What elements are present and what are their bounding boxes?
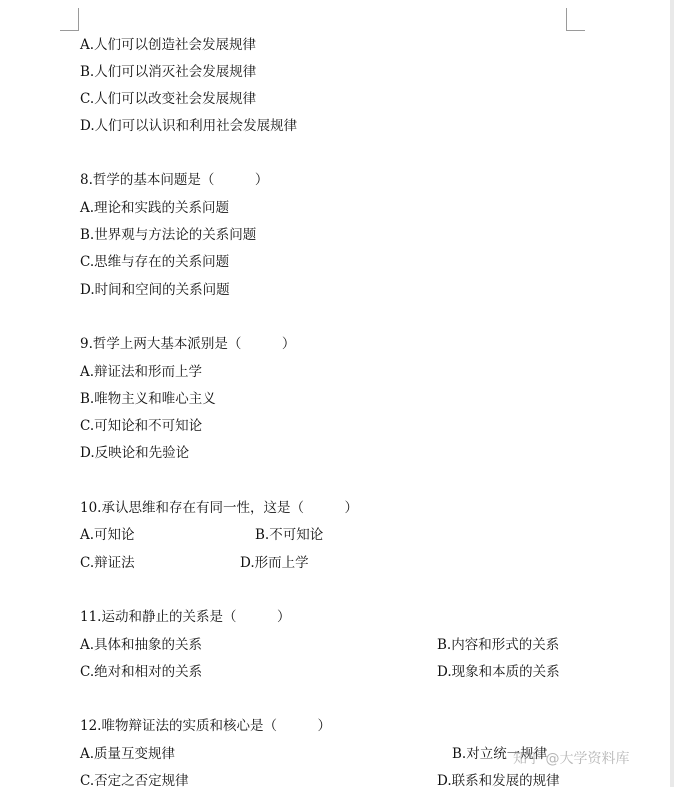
q12-option-c: C.否定之否定规律: [80, 773, 189, 789]
q12-question: 12.唯物辩证法的实质和核心是（ ）: [80, 718, 331, 734]
q11-question: 11.运动和静止的关系是（ ）: [80, 609, 291, 625]
q8-option-a: A.理论和实践的关系问题: [80, 200, 230, 216]
scrollbar-track[interactable]: [670, 0, 674, 787]
q10-option-a: A.可知论: [80, 527, 135, 543]
q10-option-c: C.辩证法: [80, 555, 135, 571]
q12-option-a: A.质量互变规律: [80, 746, 176, 762]
q12-option-d: D.联系和发展的规律: [437, 773, 560, 789]
q10-option-d: D.形而上学: [240, 555, 309, 571]
q11-option-b: B.内容和形式的关系: [437, 637, 560, 653]
margin-corner-mark-right: [566, 8, 585, 31]
q9-option-a: A.辩证法和形而上学: [80, 364, 203, 380]
q8-option-d: D.时间和空间的关系问题: [80, 282, 230, 298]
q9-option-d: D.反映论和先验论: [80, 445, 190, 461]
margin-corner-mark-left: [60, 8, 79, 31]
q11-option-a: A.具体和抽象的关系: [80, 637, 203, 653]
q9-option-c: C.可知论和不可知论: [80, 418, 203, 434]
q11-option-c: C.绝对和相对的关系: [80, 664, 203, 680]
q7-option-a: A.人们可以创造社会发展规律: [80, 37, 257, 53]
q11-option-d: D.现象和本质的关系: [437, 664, 560, 680]
q8-question: 8.哲学的基本问题是（ ）: [80, 172, 269, 188]
q9-question: 9.哲学上两大基本派别是（ ）: [80, 336, 296, 352]
q10-question: 10.承认思维和存在有同一性，这是（ ）: [80, 500, 358, 516]
q8-option-c: C.思维与存在的关系问题: [80, 254, 230, 270]
q8-option-b: B.世界观与方法论的关系问题: [80, 227, 257, 243]
q9-option-b: B.唯物主义和唯心主义: [80, 391, 216, 407]
q7-option-c: C.人们可以改变社会发展规律: [80, 91, 257, 107]
q7-option-d: D.人们可以认识和利用社会发展规律: [80, 118, 298, 134]
q7-option-b: B.人们可以消灭社会发展规律: [80, 64, 257, 80]
q10-option-b: B.不可知论: [255, 527, 324, 543]
q12-option-b: B.对立统一规律: [452, 746, 548, 762]
watermark-text: 知乎 @大学资料库: [513, 751, 630, 767]
